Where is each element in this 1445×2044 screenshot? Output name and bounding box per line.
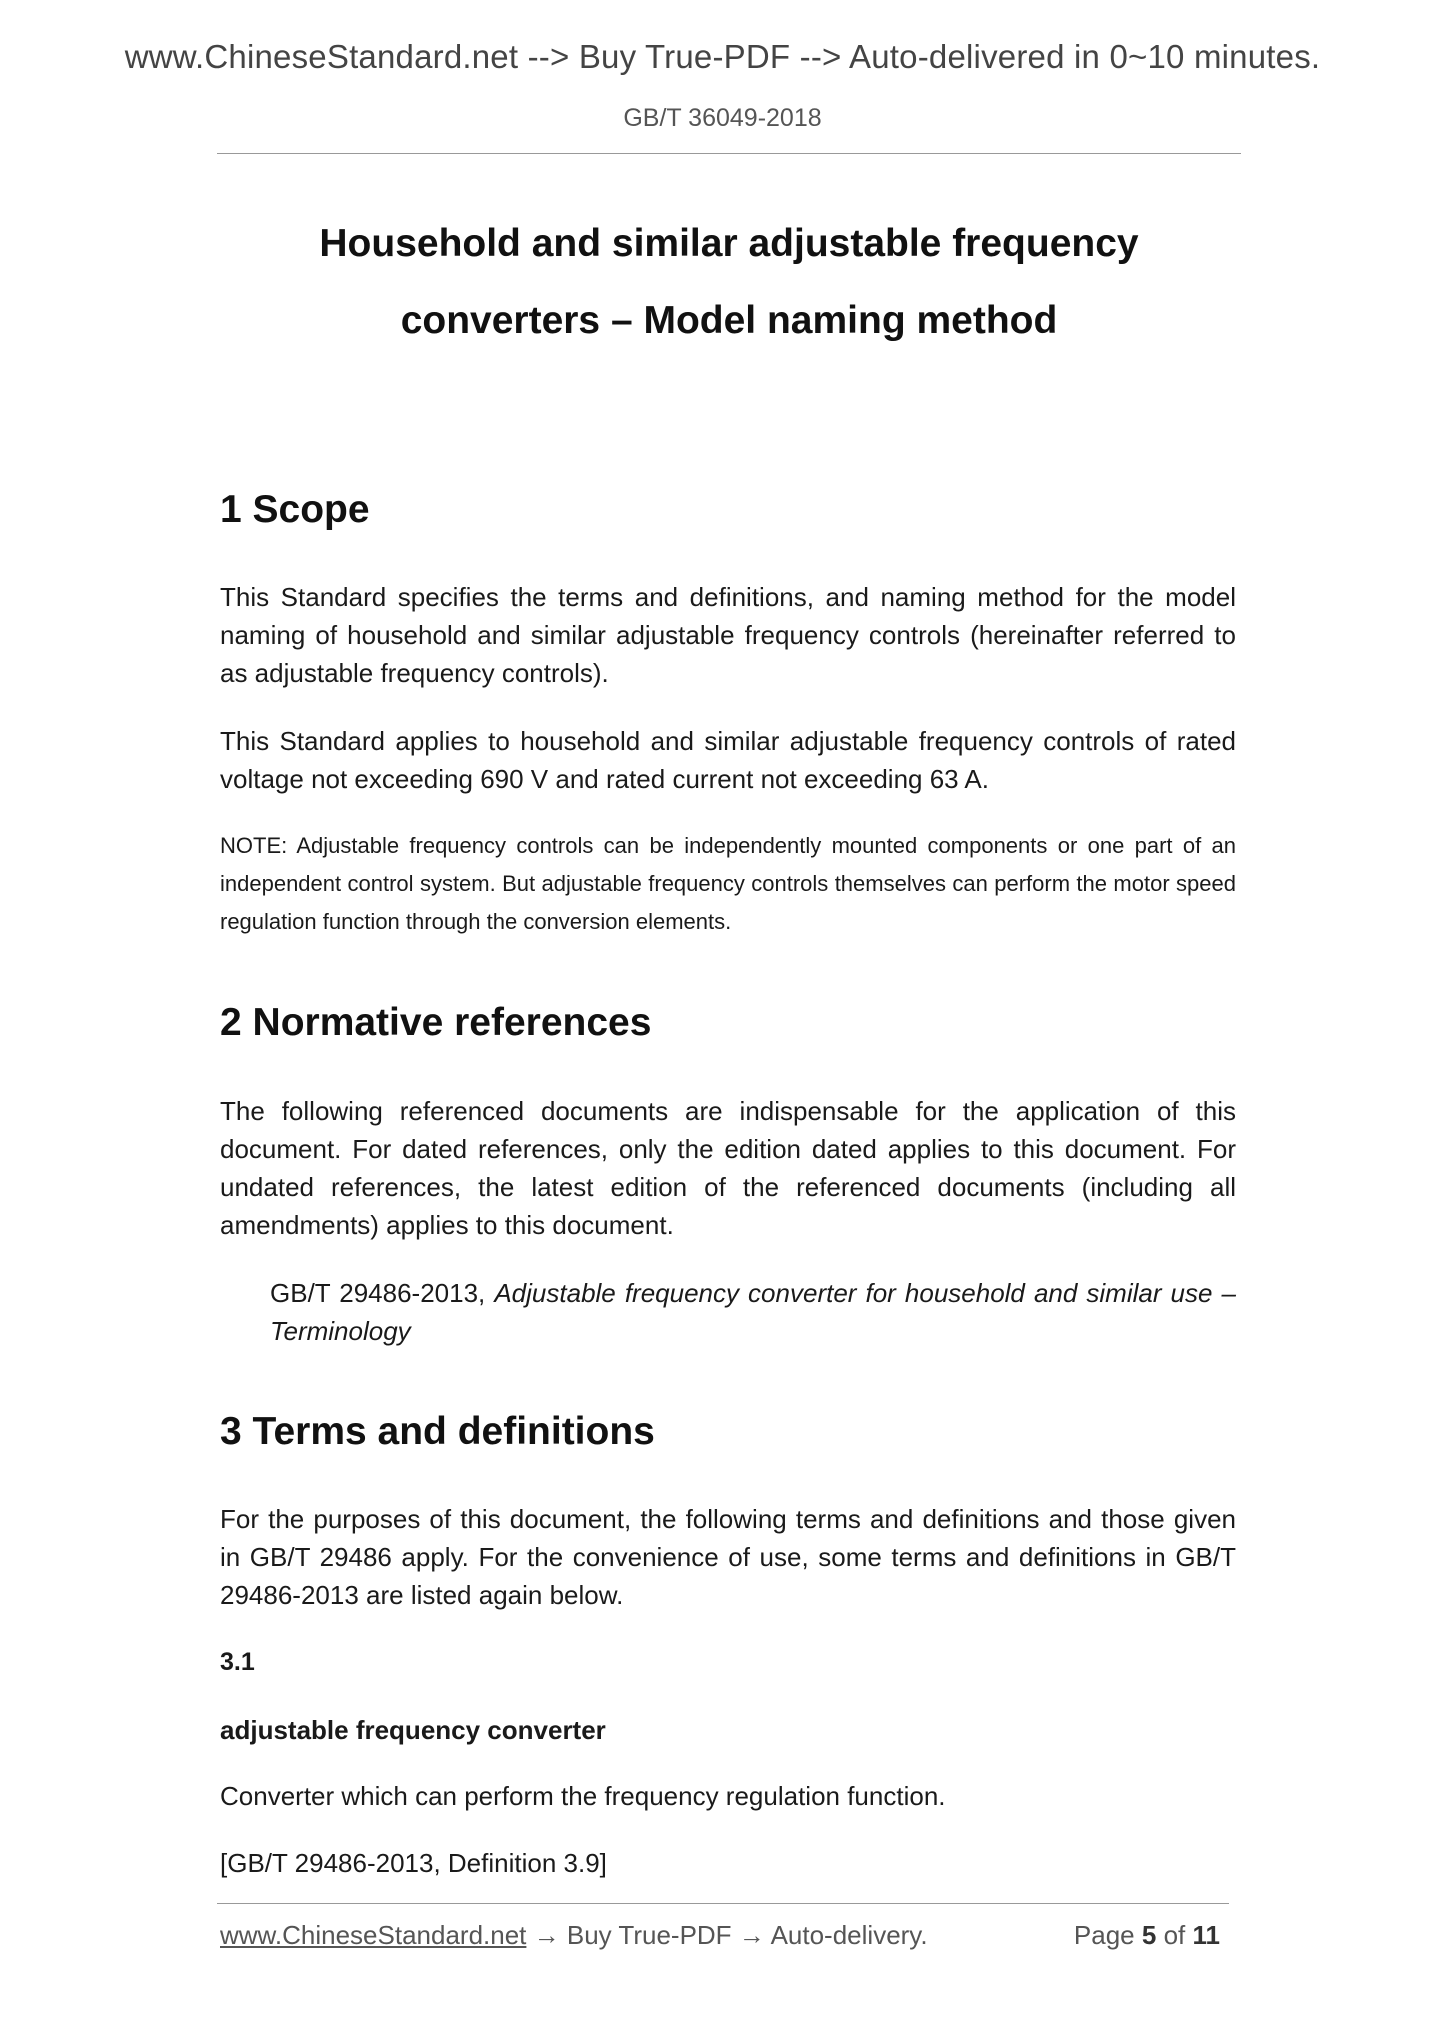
scope-paragraph-1: This Standard specifies the terms and definitions, and naming method for the model naming of household and similar adjustable frequency controls (hereinafter referred to as adjustable frequency controls). [220, 582, 1236, 688]
term-number: 3.1 [220, 1648, 255, 1676]
terms-paragraph: For the purposes of this document, the following terms and definitions and those given in GB/T 29486 apply. For the convenience of use, some terms and definitions in GB/T 29486-2013 are listed again below. [220, 1504, 1236, 1610]
reference-title: Adjustable frequency converter for household and similar use – Terminology [270, 1278, 1236, 1346]
page-current: 5 [1141, 1920, 1157, 1950]
footer-link[interactable]: www.ChineseStandard.net [220, 1920, 527, 1950]
header-divider [217, 153, 1241, 154]
footer-divider [217, 1903, 1229, 1904]
title-line-1: Household and similar adjustable frequency [319, 222, 1139, 265]
term-definition: Converter which can perform the frequency regulation function. [220, 1781, 946, 1811]
scope-note: NOTE: Adjustable frequency controls can be independently mounted components or one part of an independent control system. But adjustable frequency controls themselves can perform the motor speed regulation function through the conversion elements. [220, 833, 1236, 934]
section-heading-terms: 3 Terms and definitions [220, 1410, 655, 1453]
of-label: of [1163, 1920, 1186, 1950]
top-banner[interactable]: www.ChineseStandard.net --> Buy True-PDF --> Auto-delivered in 0~10 minutes. [124, 38, 1321, 75]
term-source: [GB/T 29486-2013, Definition 3.9] [220, 1848, 607, 1878]
page-total: 11 [1192, 1920, 1220, 1950]
page-label: Page [1073, 1920, 1135, 1950]
standard-code: GB/T 36049-2018 [623, 104, 822, 132]
section-heading-scope: 1 Scope [220, 488, 370, 531]
document-title [217, 205, 1241, 359]
page-indicator [1074, 1920, 1220, 1951]
title-line-2: converters – Model naming method [400, 299, 1058, 342]
normative-reference-item [270, 1274, 1236, 1350]
term-name: adjustable frequency converter [220, 1715, 606, 1745]
section-heading-normative-references: 2 Normative references [220, 1001, 652, 1044]
scope-paragraph-2: This Standard applies to household and similar adjustable frequency controls of rated voltage not exceeding 690 V and rated current not exceeding 63 A. [220, 726, 1236, 794]
reference-code: GB/T 29486-2013, [270, 1278, 495, 1308]
page-footer [220, 1920, 1230, 1951]
normative-paragraph: The following referenced documents are indispensable for the application of this document. For dated references, only the edition dated applies to this document. For undated references, the latest edition of the referenced documents (including all amendments) applies to this document. [220, 1096, 1236, 1240]
footer-text: → Buy True-PDF → Auto-delivery. [526, 1920, 928, 1950]
